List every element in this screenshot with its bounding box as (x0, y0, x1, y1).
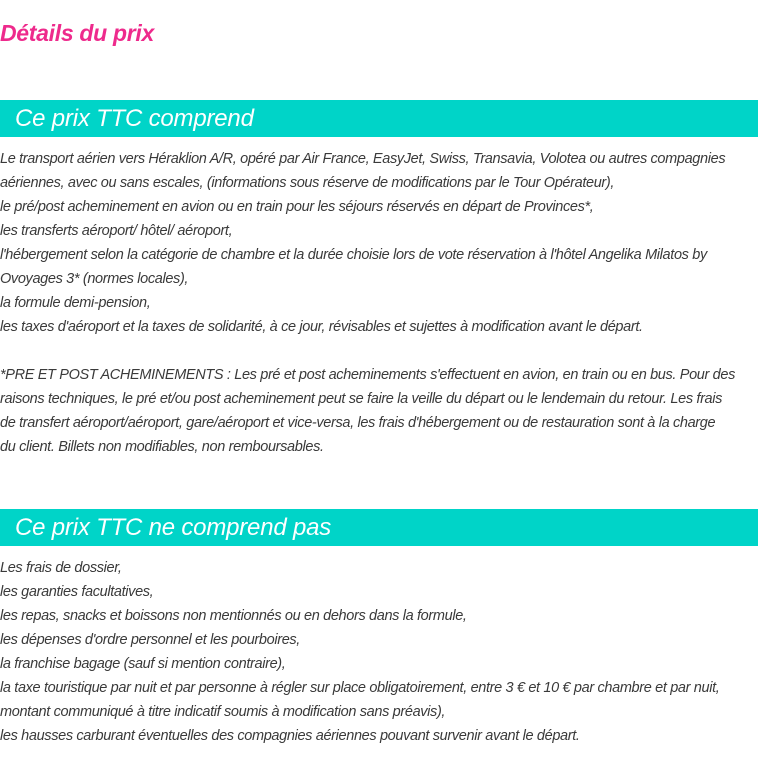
page-title: Détails du prix (0, 20, 154, 46)
includes-section-body (0, 147, 758, 459)
excludes-line: la franchise bagage (sauf si mention contraire), (0, 656, 286, 672)
includes-line: les transferts aéroport/ hôtel/ aéroport, (0, 223, 233, 239)
includes-section-header (0, 100, 758, 137)
acheminement-note-line: *PRE ET POST ACHEMINEMENTS : Les pré et post acheminements s'effectuent en avion, en train ou en bus. Pour des (0, 367, 736, 383)
excludes-line: les garanties facultatives, (0, 584, 154, 600)
excludes-line: la taxe touristique par nuit et par personne à régler sur place obligatoirement, entre 3 € et 10 € par chambre et par nuit, (0, 680, 720, 696)
excludes-section-header (0, 509, 758, 546)
includes-line: le pré/post acheminement en avion ou en train pour les séjours réservés en départ de Provinces*, (0, 199, 594, 215)
includes-line: les taxes d'aéroport et la taxes de solidarité, à ce jour, révisables et sujettes à modification avant le départ. (0, 319, 643, 335)
excludes-line: les dépenses d'ordre personnel et les pourboires, (0, 632, 300, 648)
excludes-line: les hausses carburant éventuelles des compagnies aériennes pouvant survenir avant le départ. (0, 728, 580, 744)
includes-line: l'hébergement selon la catégorie de chambre et la durée choisie lors de vote réservation à l'hôtel Angelika Milatos by (0, 247, 707, 263)
includes-line: Ovoyages 3* (normes locales), (0, 271, 189, 287)
excludes-section-body (0, 556, 758, 748)
acheminement-note-line: raisons techniques, le pré et/ou post acheminement peut se faire la veille du départ ou le lendemain du retour. Les frais (0, 391, 723, 407)
includes-heading: Ce prix TTC comprend (15, 104, 254, 132)
includes-line: la formule demi-pension, (0, 295, 151, 311)
acheminement-note-line: du client. Billets non modifiables, non remboursables. (0, 439, 324, 455)
excludes-heading: Ce prix TTC ne comprend pas (15, 513, 332, 541)
excludes-line: les repas, snacks et boissons non mentionnés ou en dehors dans la formule, (0, 608, 467, 624)
excludes-line: Les frais de dossier, (0, 560, 122, 576)
paragraph-spacer (0, 339, 758, 363)
acheminement-note-line: de transfert aéroport/aéroport, gare/aéroport et vice-versa, les frais d'hébergement ou de restauration sont à la charge (0, 415, 716, 431)
includes-line: aériennes, avec ou sans escales, (informations sous réserve de modifications par le Tour Opérateur), (0, 175, 615, 191)
excludes-line: montant communiqué à titre indicatif soumis à modification sans préavis), (0, 704, 446, 720)
includes-line: Le transport aérien vers Héraklion A/R, opéré par Air France, EasyJet, Swiss, Transavia, Volotea ou autres compagnies (0, 151, 726, 167)
